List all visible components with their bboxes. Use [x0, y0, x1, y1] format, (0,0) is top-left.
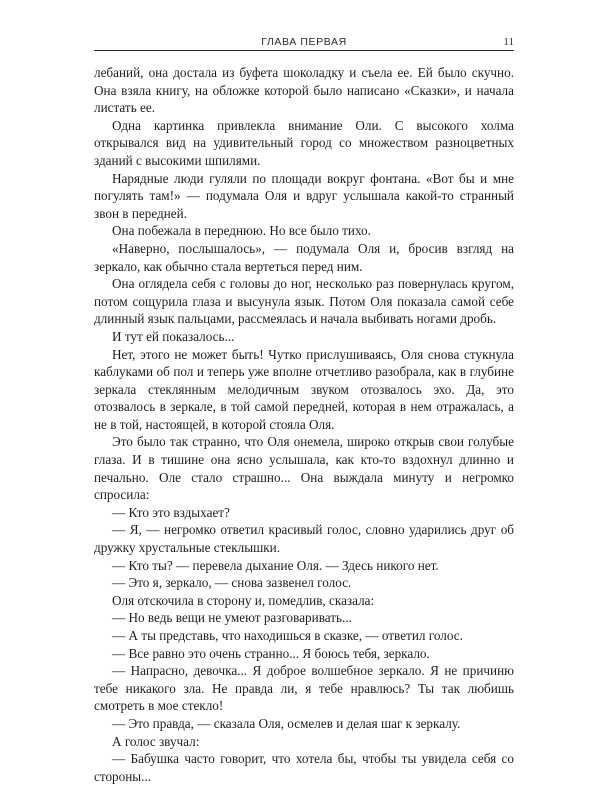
paragraph: Она оглядела себя с головы до ног, несколько раз повернулась кругом, потом сощурила глаза и высунула язык. Потом Оля показала самой себе длинный язык пальцами, рассмеялась и начала выбивать ногами дробь. [94, 276, 514, 327]
paragraph: Нарядные люди гуляли по площади вокруг фонтана. «Вот бы и мне погулять там!» — подумала Оля и вдруг услышала какой-то странный звон в передней. [94, 170, 514, 221]
paragraph: Она побежала в переднюю. Но все было тихо. [112, 223, 371, 239]
paragraph: лебаний, она достала из буфета шоколадку и съела ее. Ей было скучно. Она взяла книгу, на обложке которой было написано «Сказки», и начала листать ее. [94, 65, 514, 116]
paragraph: — Я, — негромко ответил красивый голос, словно ударились друг об дружку хрустальные стеклышки. [94, 522, 514, 556]
paragraph: И тут ей показалось... [112, 328, 235, 344]
page-number: 11 [503, 36, 514, 48]
running-header [94, 36, 514, 52]
header-rule [94, 50, 514, 51]
paragraph: — Но ведь вещи не умеют разговаривать... [112, 610, 352, 626]
paragraph: — Кто это вздыхает? [112, 504, 230, 520]
paragraph: — Напрасно, девочка... Я доброе волшебное зеркало. Я не причиню тебе никакого зла. Не правда ли, я тебе нравлюсь? Ты так любишь смотреть в мое стекло! [94, 663, 514, 714]
paragraph: — Бабушка часто говорит, что хотела бы, чтобы ты увидела себя со стороны... [94, 751, 514, 784]
paragraph: Оля отскочила в сторону и, помедлив, сказала: [112, 592, 375, 608]
paragraph: Одна картинка привлекла внимание Оли. С высокого холма открывался вид на удивительный город со множеством разноцветных зданий с высокими шпилями. [94, 117, 514, 168]
paragraph: — Все равно это очень странно... Я боюсь тебя, зеркало. [112, 645, 430, 661]
body-text [94, 64, 514, 785]
paragraph: А голос звучал: [112, 733, 200, 749]
paragraph: — А ты представь, что находишься в сказке, — ответил голос. [112, 628, 463, 643]
paragraph: «Наверно, послышалось», — подумала Оля и, бросив взгляд на зеркало, как обычно стала вертеться перед ним. [94, 240, 514, 274]
paragraph: — Кто ты? — перевела дыхание Оля. — Здесь никого нет. [112, 557, 439, 573]
paragraph: Это было так странно, что Оля онемела, широко открыв свои голубые глаза. И в тишине она ясно услышала, как кто-то вздохнул длинно и печально. Оле стало страшно... Она выждала минуту и негромко спросила: [94, 434, 514, 503]
paragraph: — Это правда, — сказала Оля, осмелев и делая шаг к зеркалу. [112, 715, 461, 731]
chapter-title: ГЛАВА ПЕРВАЯ [261, 36, 347, 48]
paragraph: — Это я, зеркало, — снова зазвенел голос. [112, 575, 352, 591]
paragraph: Нет, этого не может быть! Чутко прислушиваясь, Оля снова стукнула каблуками об пол и теперь уже вполне отчетливо разобрала, как в глубине зеркала стеклянным мелодичным звуком отозвалось эхо. Да, это отозвалось в зеркале, в той самой передней, которая в нем отражалась, а не в той, настоящей, в которой стояла Оля. [94, 346, 514, 432]
